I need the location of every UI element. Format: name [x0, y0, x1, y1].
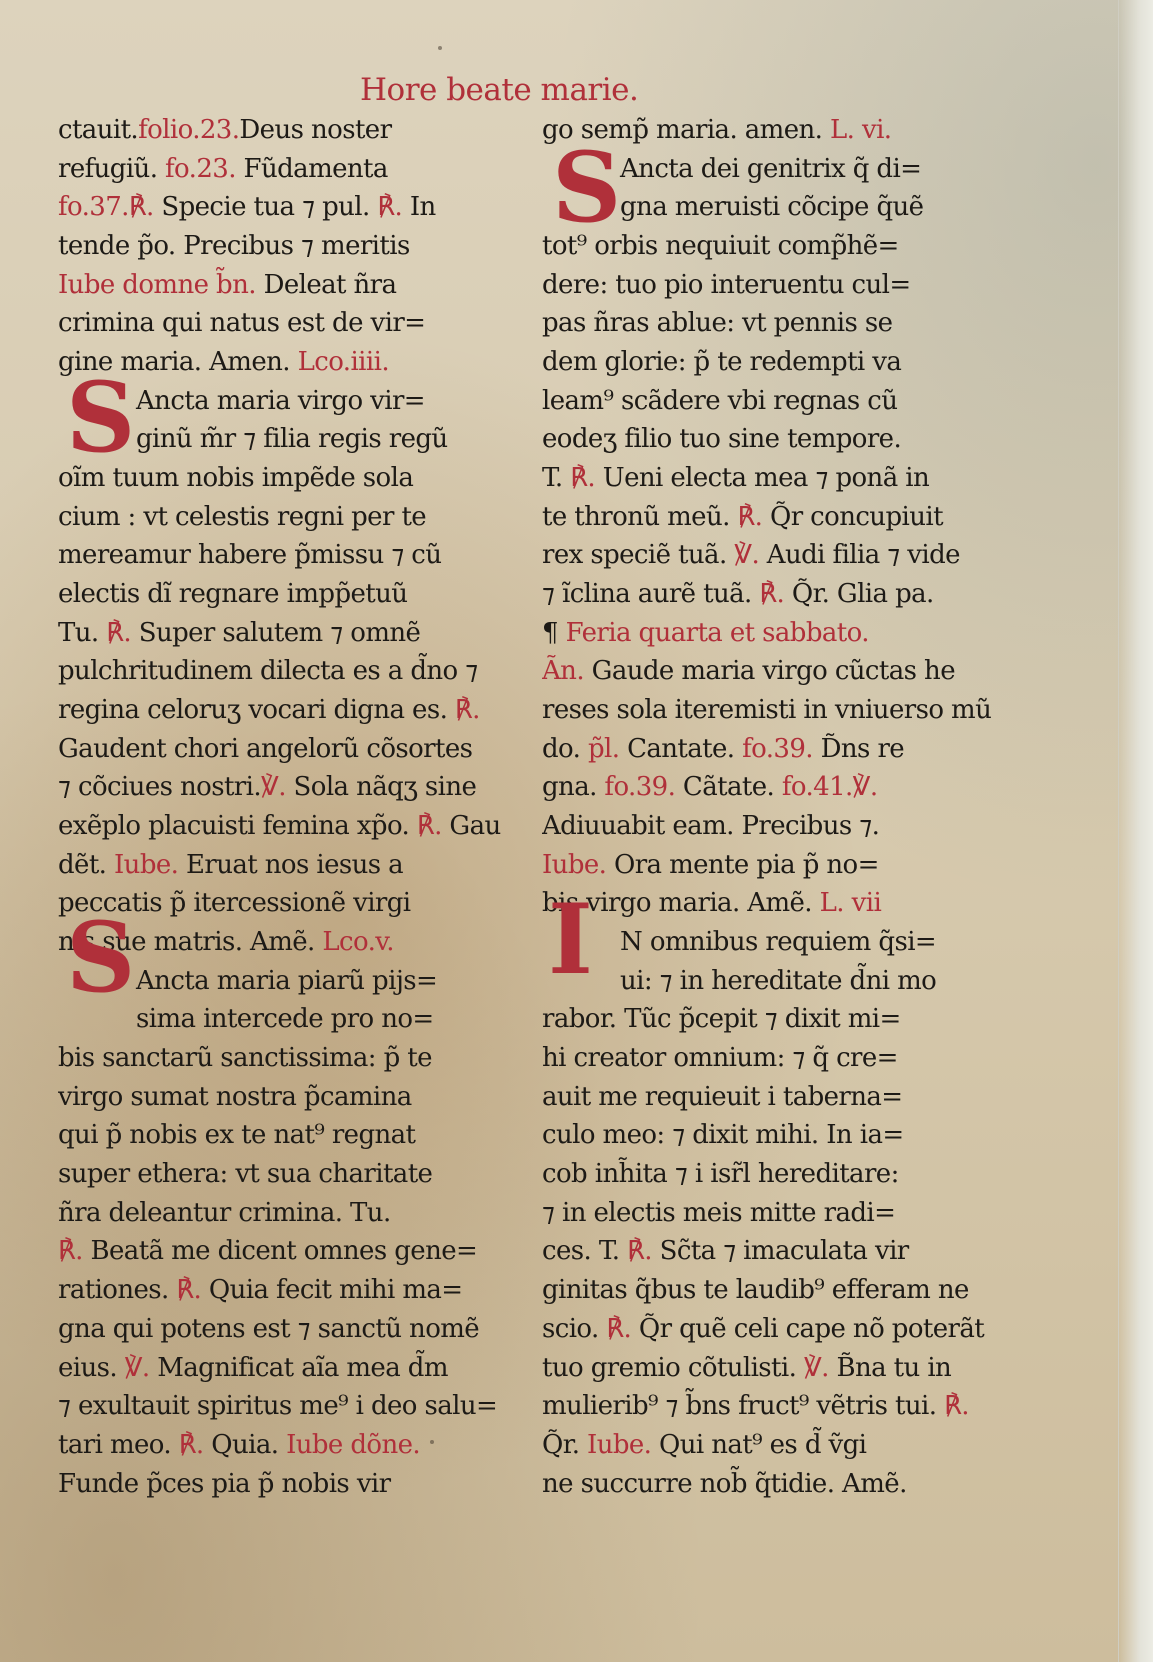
- text-line: [542, 808, 1000, 844]
- rubric-text: ℟.: [759, 579, 785, 610]
- text-line: [542, 537, 1000, 573]
- body-text: In: [402, 192, 436, 223]
- drop-initial-s-1: S: [66, 361, 136, 474]
- text-line: [58, 1079, 518, 1115]
- left-text-column: [58, 112, 518, 1502]
- body-text: dẽt.: [58, 849, 115, 880]
- text-line: [542, 692, 1000, 728]
- body-text: te thronũ meũ.: [542, 501, 738, 532]
- body-text: Audi filia ⁊ vide: [759, 540, 960, 571]
- text-line: [542, 1350, 1000, 1386]
- body-text: bis sanctarũ sanctissima: p̃ te: [58, 1043, 432, 1074]
- text-line: [542, 305, 1000, 341]
- drop-initial-i: I: [548, 883, 593, 996]
- rubric-text: ℣.: [803, 1352, 829, 1383]
- text-line: [542, 963, 1000, 999]
- body-text: auit me requieuit i taberna=: [542, 1081, 903, 1112]
- body-text: mulierib⁹ ⁊ b̃ns fruct⁹ vẽtris tui.: [542, 1391, 945, 1422]
- body-text: Ueni electa mea ⁊ ponã in: [595, 463, 930, 494]
- body-text: crimina qui natus est de vir=: [58, 308, 426, 339]
- body-text: leam⁹ scãdere vbi regnas cũ: [542, 385, 898, 416]
- body-text: Q̃r.: [542, 1429, 588, 1460]
- rubric-text: Ãn.: [542, 656, 592, 687]
- text-line: [542, 885, 1000, 921]
- text-line: [58, 112, 518, 148]
- body-text: ctauit.: [58, 115, 139, 145]
- text-line: [542, 267, 1000, 303]
- body-text: tot⁹ orbis nequiuit comp̃hẽ=: [542, 231, 899, 262]
- body-text: gine maria. Amen.: [58, 347, 298, 378]
- body-text: Deus noster: [239, 115, 392, 145]
- body-text: mereamur habere p̃missu ⁊ cũ: [58, 540, 442, 571]
- text-line: [58, 1233, 518, 1269]
- drop-initial-s-2: S: [552, 131, 622, 244]
- rubric-text: ℟.: [377, 192, 403, 223]
- text-line: [542, 1427, 1000, 1463]
- text-line: [58, 1311, 518, 1347]
- rubric-text: ℟.: [944, 1391, 969, 1422]
- body-text: Specie tua ⁊ pul.: [161, 192, 378, 223]
- body-text: N omnibus requiem q̃si=: [620, 927, 937, 958]
- body-text: super ethera: vt sua charitate: [58, 1159, 433, 1190]
- body-text: eius.: [58, 1352, 125, 1383]
- body-text: Super salutem ⁊ omnẽ: [138, 617, 421, 648]
- text-line: [542, 344, 1000, 380]
- text-line: [542, 421, 1000, 457]
- body-text: ⁊ ĩclina aurẽ tuã.: [542, 579, 760, 610]
- text-line: [542, 1272, 1000, 1308]
- text-line: [58, 653, 518, 689]
- body-text: ¶: [542, 617, 566, 648]
- text-line: [542, 383, 1000, 419]
- body-text: Magnificat aĩa mea d̃m: [149, 1352, 448, 1383]
- body-text: Deleat ñra: [263, 269, 397, 300]
- text-line: [58, 305, 518, 341]
- rubric-text: p̃l.: [587, 733, 620, 764]
- body-text: peccatis p̃ itercessionẽ virgi: [58, 888, 411, 919]
- text-line: [58, 692, 518, 728]
- body-text: B̃na tu in: [828, 1352, 952, 1383]
- body-text: Q̃r concupiuit: [762, 501, 943, 532]
- text-line: [542, 460, 1000, 496]
- rubric-text: ℟.: [416, 811, 442, 842]
- body-text: refugiũ.: [58, 153, 166, 184]
- text-line: [542, 653, 1000, 689]
- rubric-text: fo.39.: [604, 772, 676, 803]
- paper-speck: [430, 1440, 434, 1444]
- rubric-text: ℟.: [570, 463, 596, 494]
- rubric-text: L. vi.: [830, 115, 892, 145]
- text-line: [58, 615, 518, 651]
- text-line: [58, 1156, 518, 1192]
- text-line: [58, 267, 518, 303]
- text-line: [58, 1272, 518, 1308]
- body-text: cob inh̃ita ⁊ i isr̃l hereditare:: [542, 1159, 899, 1190]
- body-text: tuo gremio cõtulisti.: [542, 1352, 804, 1383]
- text-line: [542, 847, 1000, 883]
- text-line: [58, 1350, 518, 1386]
- rubric-text: fo.39.: [742, 733, 813, 764]
- body-text: T.: [542, 463, 571, 494]
- rubric-text: ℟.: [627, 1236, 652, 1267]
- rubric-text: Iube.: [587, 1429, 660, 1460]
- rubric-text: ℟.: [106, 617, 139, 648]
- body-text: Tu.: [58, 617, 107, 648]
- right-text-column: [542, 112, 1000, 1502]
- rubric-text: Feria quarta et sabbato.: [565, 617, 869, 648]
- paper-speck: [438, 46, 442, 50]
- body-text: Qui nat⁹ es d̃ ṽgi: [659, 1429, 867, 1460]
- body-text: Ora mente pia p̃ no=: [613, 849, 879, 880]
- body-text: oĩm tuum nobis impẽde sola: [58, 463, 414, 494]
- body-text: culo meo: ⁊ dixit mihi. In ia=: [542, 1120, 904, 1151]
- body-text: electis dĩ regnare impp̃etuũ: [58, 579, 408, 610]
- rubric-text: folio.23.: [138, 115, 240, 145]
- body-text: Adiuuabit eam. Precibus ⁊.: [542, 811, 880, 842]
- text-line: [58, 1195, 518, 1231]
- rubric-text: ℣.: [734, 540, 760, 571]
- body-text: tende p̃o. Precibus ⁊ meritis: [58, 231, 410, 262]
- text-line: [58, 847, 518, 883]
- rubric-text: fo.37.℟.: [58, 192, 162, 223]
- text-line: [542, 1040, 1000, 1076]
- rubric-text: ℟.: [58, 1236, 91, 1267]
- rubric-text: ℟.: [737, 501, 763, 532]
- text-line: [58, 537, 518, 573]
- text-line: [58, 499, 518, 535]
- body-text: ces. T.: [542, 1236, 628, 1267]
- body-text: pulchritudinem dilecta es a d̃no ⁊: [58, 656, 478, 687]
- body-text: Cãtate.: [675, 772, 782, 803]
- text-line: [542, 499, 1000, 535]
- body-text: go semp̃ maria. amen.: [542, 115, 830, 145]
- rubric-text: ℣.: [124, 1352, 150, 1383]
- rubric-text: ℟.: [176, 1275, 202, 1306]
- body-text: eodeʒ filio tuo sine tempore.: [542, 424, 902, 455]
- body-text: ⁊ in electis meis mitte radi=: [542, 1197, 896, 1228]
- body-text: Gau: [441, 811, 501, 842]
- body-text: rex speciẽ tuã.: [542, 540, 735, 571]
- body-text: ñra deleantur crimina. Tu.: [58, 1197, 391, 1228]
- body-text: dem glorie: p̃ te redempti va: [542, 347, 902, 378]
- text-line: [542, 1195, 1000, 1231]
- text-line: [542, 1466, 1000, 1502]
- text-line: [542, 924, 1000, 960]
- rubric-text: Iube.: [114, 849, 186, 880]
- body-text: Ancta maria piarũ pijs=: [136, 965, 438, 996]
- text-line: [542, 1079, 1000, 1115]
- drop-initial-s-3: S: [66, 901, 136, 1014]
- page-edge: [1118, 0, 1153, 1662]
- text-line: [58, 228, 518, 264]
- body-text: bis virgo maria. Amẽ.: [542, 888, 820, 919]
- rubric-text: fo.23.: [165, 153, 236, 184]
- body-text: Ancta dei genitrix q̃ di=: [620, 153, 922, 184]
- rubric-text: Lco.v.: [322, 927, 394, 958]
- body-text: gna.: [542, 772, 605, 803]
- body-text: ginitas q̃bus te laudib⁹ efferam ne: [542, 1275, 969, 1306]
- body-text: rationes.: [58, 1275, 177, 1306]
- body-text: ⁊ exultauit spiritus me⁹ i deo salu=: [58, 1391, 498, 1422]
- rubric-text: Lco.iiii.: [297, 347, 389, 378]
- body-text: tari meo.: [58, 1429, 179, 1460]
- body-text: ⁊ cõciues nostri.: [58, 772, 262, 803]
- text-line: [542, 1388, 1000, 1424]
- text-line: [58, 808, 518, 844]
- body-text: gna meruisti cõcipe q̃uẽ: [620, 192, 924, 223]
- body-text: rabor. Tũc p̃cepit ⁊ dixit mi=: [542, 1004, 901, 1035]
- rubric-text: ℣.: [261, 772, 286, 803]
- text-line: [542, 615, 1000, 651]
- body-text: gna qui potens est ⁊ sanctũ nomẽ: [58, 1313, 480, 1344]
- body-text: exẽplo placuisti femina xp̃o.: [58, 811, 417, 842]
- body-text: do.: [542, 733, 588, 764]
- body-text: ui: ⁊ in hereditate d̃ni mo: [620, 965, 937, 996]
- rubric-text: ℟.: [606, 1313, 632, 1344]
- body-text: virgo sumat nostra p̃camina: [58, 1081, 412, 1112]
- text-line: [58, 1388, 518, 1424]
- body-text: Beatã me dicent omnes gene=: [90, 1236, 478, 1267]
- body-text: Q̃r quẽ celi cape nõ poterãt: [631, 1313, 985, 1344]
- text-line: [58, 1466, 518, 1502]
- rubric-text: ℟.: [178, 1429, 204, 1460]
- text-line: [58, 1117, 518, 1153]
- body-text: qui p̃ nobis ex te nat⁹ regnat: [58, 1120, 416, 1151]
- rubric-text: Iube domne b̃n.: [58, 269, 264, 300]
- body-text: pas ñras ablue: vt pennis se: [542, 308, 893, 339]
- body-text: sima intercede pro no=: [136, 1004, 434, 1035]
- running-head: Hore beate marie.: [360, 72, 639, 108]
- text-line: [542, 1233, 1000, 1269]
- rubric-text: Iube dõne.: [286, 1429, 421, 1460]
- text-line: [542, 1156, 1000, 1192]
- text-line: [58, 151, 518, 187]
- text-line: [58, 1040, 518, 1076]
- text-line: [542, 1311, 1000, 1347]
- body-text: Cantate.: [619, 733, 743, 764]
- text-line: [542, 731, 1000, 767]
- body-text: scio.: [542, 1313, 607, 1344]
- text-line: [542, 1117, 1000, 1153]
- body-text: Gaude maria virgo cũctas he: [591, 656, 955, 687]
- rubric-text: Iube.: [542, 849, 614, 880]
- body-text: regina celoruʒ vocari digna es.: [58, 695, 455, 726]
- text-line: [58, 731, 518, 767]
- rubric-text: L. vii: [819, 888, 882, 919]
- body-text: Funde p̃ces pia p̃ nobis vir: [58, 1468, 391, 1499]
- body-text: Ancta maria virgo vir=: [136, 385, 425, 416]
- body-text: nis sue matris. Amẽ.: [58, 927, 323, 958]
- body-text: cium : vt celestis regni per te: [58, 501, 427, 532]
- text-line: [58, 1427, 518, 1463]
- body-text: Quia fecit mihi ma=: [201, 1275, 463, 1306]
- body-text: reses sola iteremisti in vniuerso mũ: [542, 695, 992, 726]
- body-text: Sola nãqʒ sine: [285, 772, 477, 803]
- rubric-text: fo.41.℣.: [781, 772, 878, 803]
- body-text: ginũ m̃r ⁊ filia regis regũ: [136, 424, 448, 455]
- text-line: [58, 576, 518, 612]
- body-text: dere: tuo pio interuentu cul=: [542, 269, 911, 300]
- text-line: [58, 769, 518, 805]
- text-line: [542, 1001, 1000, 1037]
- body-text: Quia.: [203, 1429, 287, 1460]
- rubric-text: ℟.: [454, 695, 480, 726]
- body-text: D̃ns re: [812, 733, 905, 764]
- body-text: Sc̃ta ⁊ imaculata vir: [651, 1236, 909, 1267]
- text-line: [58, 189, 518, 225]
- text-line: [542, 769, 1000, 805]
- text-line: [542, 576, 1000, 612]
- body-text: Eruat nos iesus a: [186, 849, 404, 880]
- body-text: hi creator omnium: ⁊ q̃ cre=: [542, 1043, 898, 1074]
- body-text: Q̃r. Glia pa.: [784, 579, 934, 610]
- body-text: Fũdamenta: [235, 153, 388, 184]
- body-text: Gaudent chori angelorũ cõsortes: [58, 733, 473, 764]
- body-text: ne succurre nob̃ q̃tidie. Amẽ.: [542, 1468, 907, 1499]
